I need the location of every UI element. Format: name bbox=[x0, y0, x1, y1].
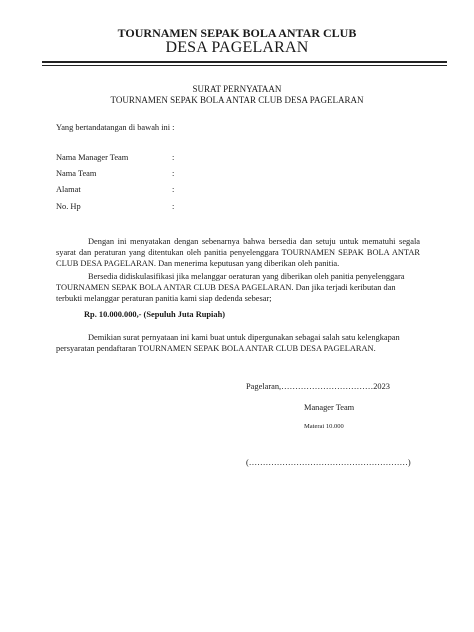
field-colon: : bbox=[172, 169, 175, 178]
field-label-phone: No. Hp bbox=[56, 202, 81, 211]
intro-text: Yang bertandatangan di bawah ini : bbox=[56, 123, 175, 132]
stamp-duty-label: Materai 10.000 bbox=[304, 423, 344, 430]
header-title: TOURNAMEN SEPAK BOLA ANTAR CLUB bbox=[117, 26, 357, 40]
place-date: Pagelaran,……………………………2023 bbox=[246, 382, 390, 391]
header-rule-thin bbox=[42, 65, 447, 66]
field-label-address: Alamat bbox=[56, 185, 81, 194]
fine-amount: Rp. 10.000.000,- (Sepuluh Juta Rupiah) bbox=[84, 310, 226, 319]
signature-name-line: (…………………………………………………) bbox=[246, 458, 411, 467]
signature-role: Manager Team bbox=[304, 403, 355, 412]
letter-title: SURAT PERNYATAAN bbox=[192, 84, 282, 94]
penalty-paragraph: Bersedia didiskulasifikasi jika melanggar oeraturan yang diberikan oleh panitia penyelenggara TOURNAMEN SEPAK BOLA ANTAR CLUB DESA PAGELARAN. Dan jika terjadi keributan dan terbukti melanggar peraturan panitia kami siap dedenda sebesar; bbox=[56, 272, 405, 303]
field-label-manager: Nama Manager Team bbox=[56, 153, 129, 162]
field-label-team: Nama Team bbox=[56, 169, 97, 178]
statement-paragraph: Dengan ini menyatakan dengan sebenarnya bahwa bersedia dan setuju untuk mematuhi segala syarat dan peraturan yang ditentukan oleh panitia penyelenggara TOURNAMEN SEPAK BOLA ANTAR CLUB DESA PAGELARAN. Dan menerima keputusan yang diberikan oleh panitia. bbox=[56, 237, 420, 268]
field-colon: : bbox=[172, 202, 175, 211]
field-colon: : bbox=[172, 153, 175, 162]
letter-subtitle: TOURNAMEN SEPAK BOLA ANTAR CLUB DESA PAGELARAN bbox=[110, 95, 364, 105]
field-colon: : bbox=[172, 185, 175, 194]
header-rule-thick bbox=[42, 61, 447, 63]
closing-paragraph: Demikian surat pernyataan ini kami buat untuk dipergunakan sebagai salah satu kelengkapan persyaratan pendaftaran TOURNAMEN SEPAK BOLA ANTAR CLUB DESA PAGELARAN. bbox=[56, 333, 400, 353]
header-subtitle: DESA PAGELARAN bbox=[165, 39, 309, 56]
